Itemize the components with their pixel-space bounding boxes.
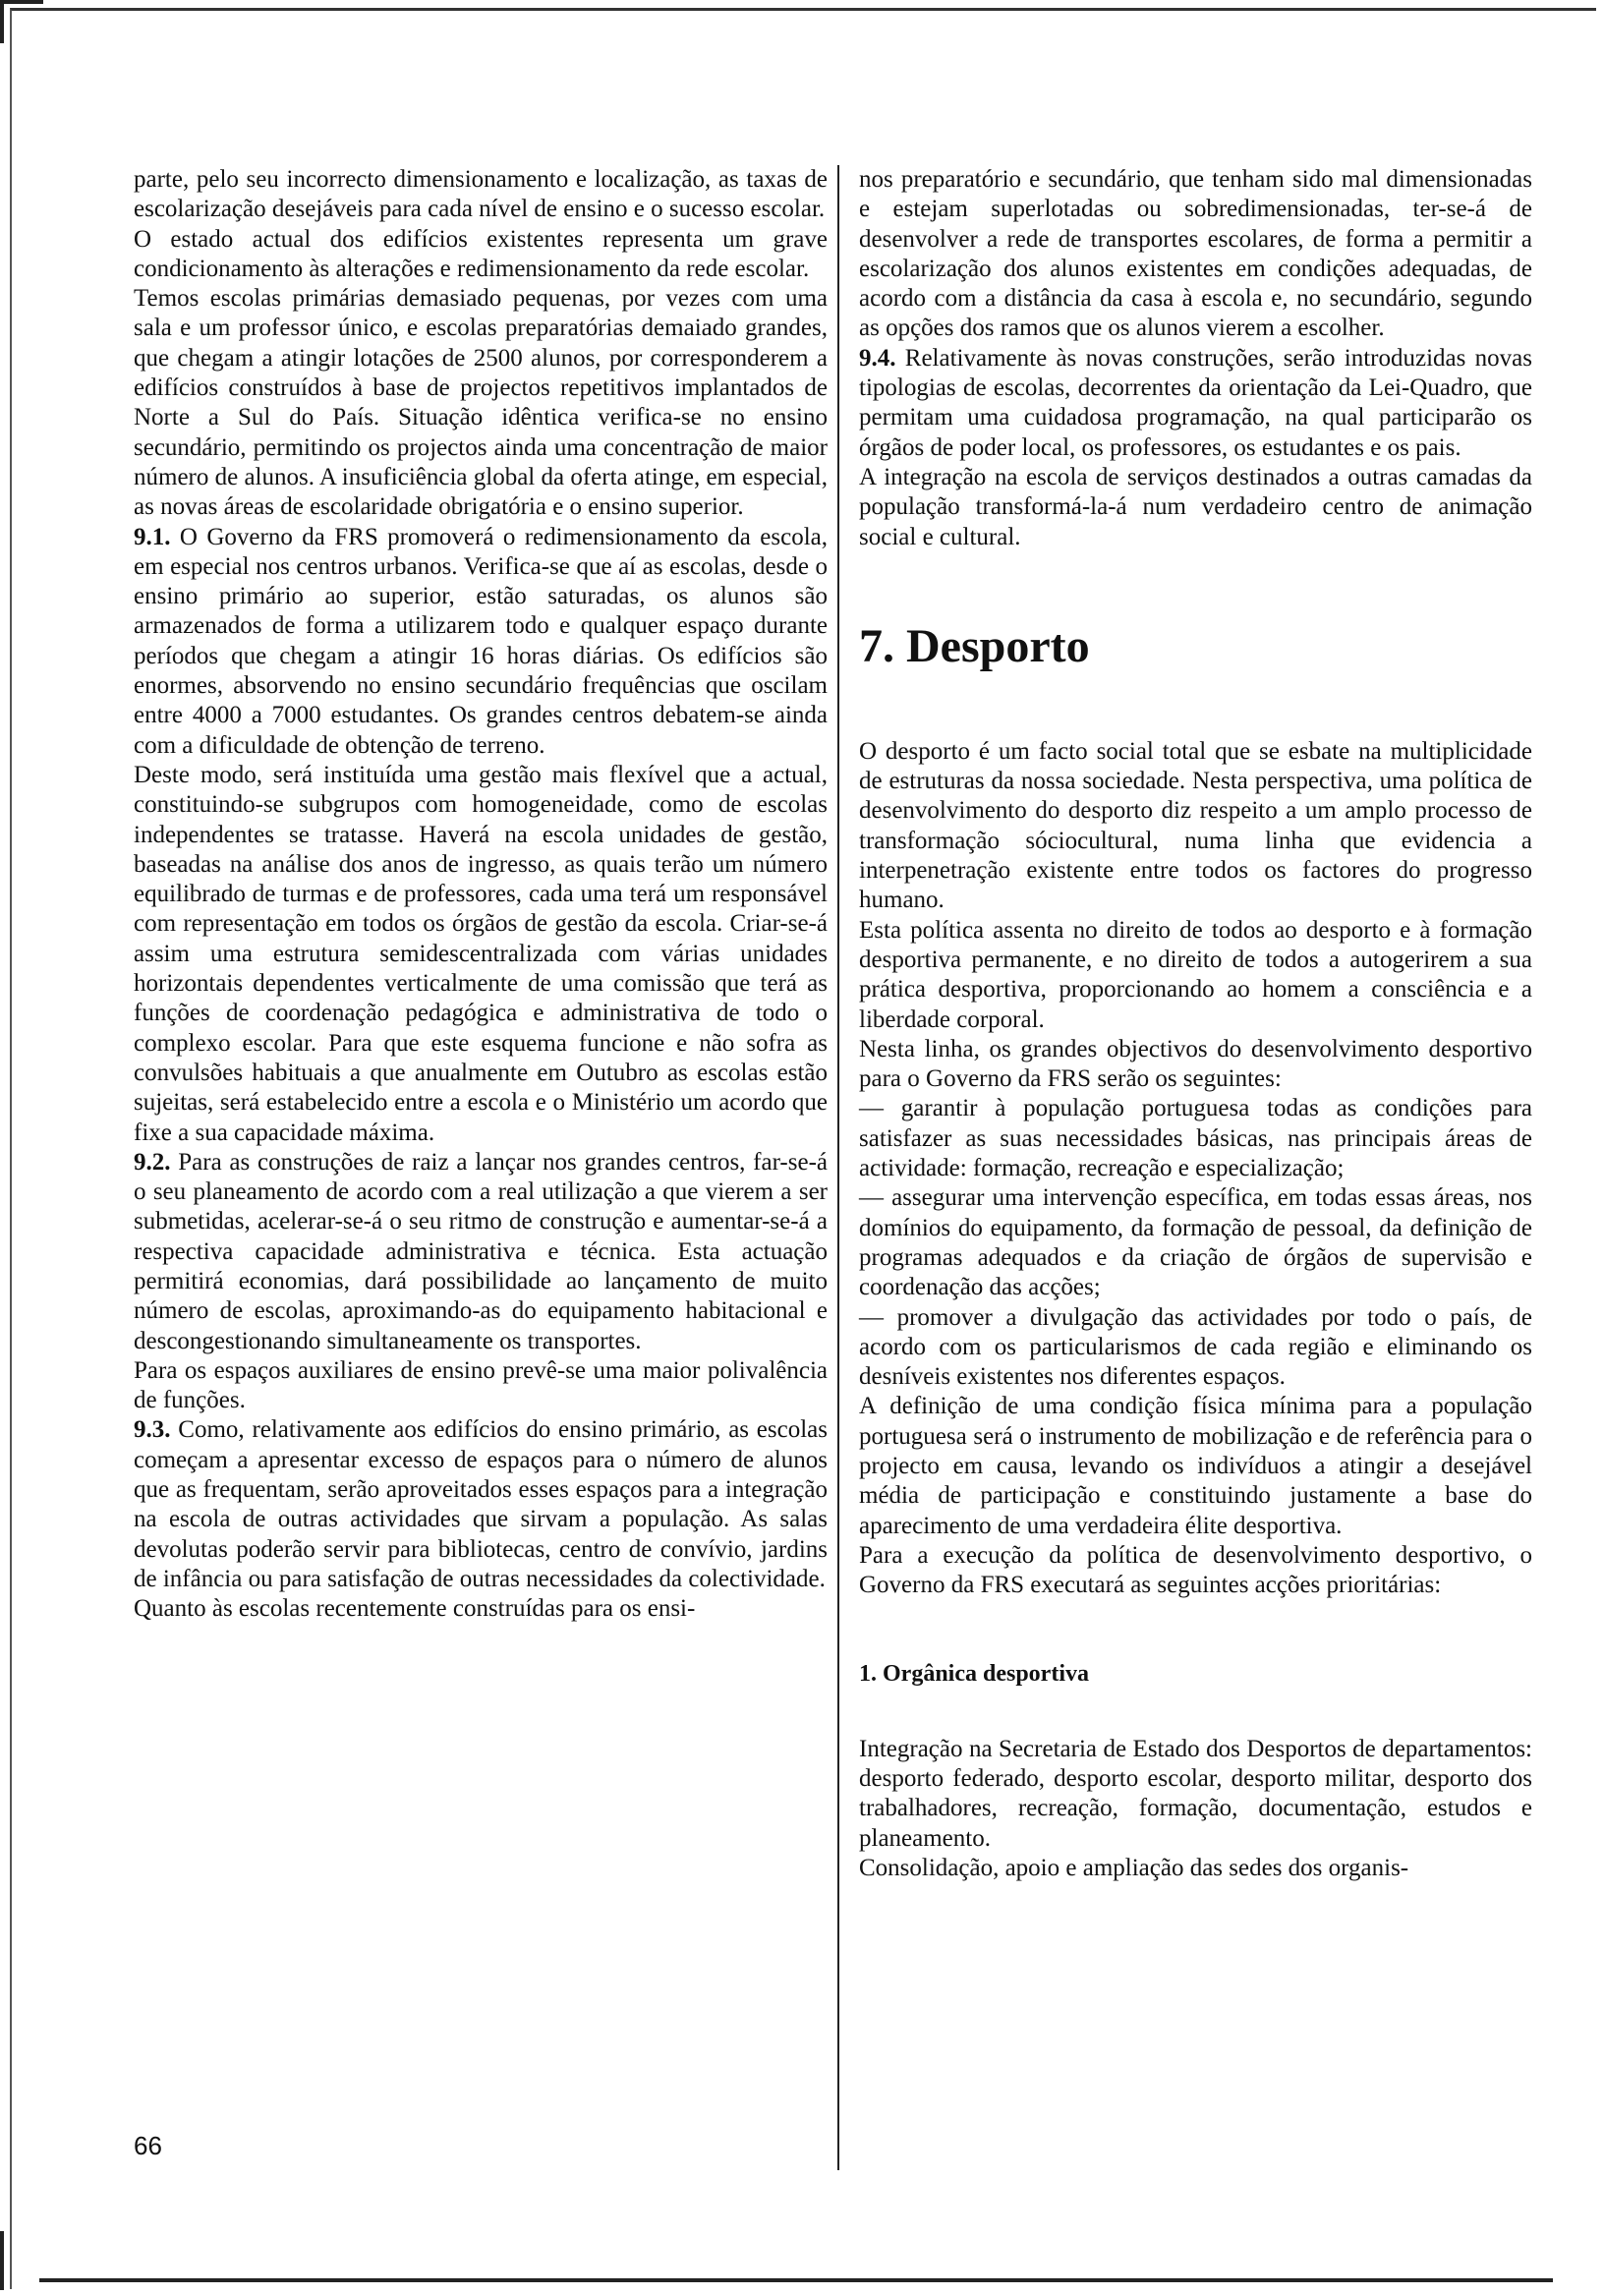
- paragraph: [134, 1594, 828, 1624]
- paragraph-text: Quanto às escolas recentemente construídas para os ensi-: [134, 1595, 696, 1623]
- paragraph-number: 9.4.: [859, 344, 896, 372]
- paragraph: [134, 1356, 828, 1416]
- left-column: [134, 165, 828, 1625]
- paragraph: [859, 1035, 1532, 1095]
- paragraph-text: Como, relativamente aos edifícios do ensino primário, as escolas começam a apresentar excesso de espaços para o número de alunos que as frequentam, serão aproveitados esses espaços para a integração na escola de outras actividades que sirvam a população. As salas devolutas poderão servir para bibliotecas, centro de convívio, jardins de infância ou para satisfação de outras necessidades da colectividade.: [134, 1416, 828, 1592]
- right-column-body: [859, 737, 1532, 1601]
- paragraph: [859, 1735, 1532, 1854]
- paragraph: [134, 284, 828, 522]
- paragraph: [134, 165, 828, 225]
- paragraph-text: O Governo da FRS promoverá o redimensionamento da escola, em especial nos centros urbanos. Verifica-se que aí as escolas, desde o ensino primário ao superior, estão saturadas, os alunos são armazenados de forma a utilizarem todo e qualquer espaço durante períodos que chegam a atingir 16 horas diárias. Os edifícios são enormes, absorvendo no ensino secundário frequências que oscilam entre 4000 a 7000 estudantes. Os grandes centros debatem-se ainda com a dificuldade de obtenção de terreno.: [134, 523, 828, 759]
- paragraph-text: O desporto é um facto social total que se esbate na multiplicidade de estruturas da nossa sociedade. Nesta perspectiva, uma política de desenvolvimento do desporto diz respeito a um amplo processo de transformação sóciocultural, numa linha que evidencia a interpenetração existente entre todos os factores do progresso humano.: [859, 737, 1532, 914]
- paragraph-number: 9.3.: [134, 1416, 171, 1444]
- paragraph: [859, 916, 1532, 1035]
- section-title: 7. Desporto: [859, 619, 1090, 672]
- paragraph-text: Nesta linha, os grandes objectivos do desenvolvimento desportivo para o Governo da FRS serão os seguintes:: [859, 1035, 1532, 1093]
- right-column-end: [859, 1735, 1532, 1883]
- paragraph: [859, 1392, 1532, 1540]
- paragraph-text: Para os espaços auxiliares de ensino prevê-se uma maior polivalência de funções.: [134, 1356, 828, 1414]
- paragraph-text: Consolidação, apoio e ampliação das sedes dos organis-: [859, 1854, 1409, 1881]
- paragraph-text: Esta política assenta no direito de todos ao desporto e à formação desportiva permanente, e no direito de todos a autogerirem a sua prática desportiva, proporcionando ao homem a consciência e a liberdade corporal.: [859, 916, 1532, 1033]
- paragraph-text: Integração na Secretaria de Estado dos Desportos de departamentos: desporto federado, desporto escolar, desporto militar, desporto dos trabalhadores, recreação, formação, documentação, estudos e planeamento.: [859, 1735, 1532, 1852]
- paragraph-text: O estado actual dos edifícios existentes representa um grave condicionamento às alterações e redimensionamento da rede escolar.: [134, 225, 828, 282]
- paragraph-text: — garantir à população portuguesa todas as condições para satisfazer as suas necessidades básicas, nas principais áreas de actividade: formação, recreação e especialização;: [859, 1095, 1532, 1182]
- paragraph: [134, 1415, 828, 1594]
- paragraph: [859, 1183, 1532, 1302]
- paragraph: [134, 761, 828, 1148]
- paragraph: [859, 344, 1532, 463]
- paragraph: [134, 523, 828, 761]
- paragraph: [859, 1541, 1532, 1601]
- right-column: [859, 165, 1532, 1883]
- right-column-top: [859, 165, 1532, 552]
- paragraph-text: nos preparatório e secundário, que tenham sido mal dimensionadas e estejam superlotadas ou sobredimensionadas, ter-se-á de desenvolver a rede de transportes escolares, de forma a permitir a escolarização dos alunos existentes em condições adequadas, de acordo com a distância da casa à escola e, no secundário, segundo as opções dos ramos que os alunos vierem a escolher.: [859, 166, 1532, 342]
- paragraph-text: Para a execução da política de desenvolvimento desportivo, o Governo da FRS executará as seguintes acções prioritárias:: [859, 1541, 1532, 1599]
- paragraph-text: A integração na escola de serviços destinados a outras camadas da população transformá-la-á num verdadeiro centro de animação social e cultural.: [859, 463, 1532, 550]
- scan-bottom-line: [39, 2278, 1553, 2282]
- paragraph: [859, 165, 1532, 344]
- paragraph-text: — assegurar uma intervenção específica, em todas essas áreas, nos domínios do equipamento, da formação de pessoal, da definição de programas adequados e da criação de órgãos de supervisão e coordenação das acções;: [859, 1184, 1532, 1301]
- paragraph: [859, 1094, 1532, 1183]
- page-number: 66: [134, 2131, 162, 2160]
- paragraph-number: 9.2.: [134, 1148, 171, 1176]
- paragraph: [859, 463, 1532, 552]
- scan-corner-mark: [0, 0, 43, 43]
- paragraph: [859, 1854, 1532, 1883]
- paragraph-text: Relativamente às novas construções, serão introduzidas novas tipologias de escolas, decorrentes da orientação da Lei-Quadro, que permitam uma cuidadosa programação, na qual participarão os órgãos de poder local, os professores, os estudantes e os pais.: [859, 344, 1532, 461]
- subsection-title: 1. Orgânica desportiva: [859, 1661, 1089, 1688]
- paragraph: [134, 1148, 828, 1356]
- column-divider: [837, 165, 839, 2170]
- paragraph: [859, 1303, 1532, 1393]
- paragraph-text: parte, pelo seu incorrecto dimensionamento e localização, as taxas de escolarização desejáveis para cada nível de ensino e o sucesso escolar.: [134, 166, 828, 223]
- paragraph: [859, 737, 1532, 916]
- paragraph-text: — promover a divulgação das actividades por todo o país, de acordo com os particularismos de cada região e eliminando os desníveis existentes nos diferentes espaços.: [859, 1303, 1532, 1391]
- paragraph-text: Temos escolas primárias demasiado pequenas, por vezes com uma sala e um professor único, e escolas preparatórias demaiado grandes, que chegam a atingir lotações de 2500 alunos, por corresponderem a edifícios construídos à base de projectos repetitivos implantados de Norte a Sul do País. Situação idêntica verifica-se no ensino secundário, permitindo os projectos ainda uma concentração de maior número de alunos. A insuficiência global da oferta atinge, em especial, as novas áreas de escolaridade obrigatória e o ensino superior.: [134, 285, 829, 521]
- paragraph-text: A definição de uma condição física mínima para a população portuguesa será o instrumento de mobilização e de referência para o projecto em causa, levando os indivíduos a atingir a desejável média de participação e constituindo justamente a base do aparecimento de uma verdadeira élite desportiva.: [859, 1393, 1532, 1539]
- paragraph-text: Deste modo, será instituída uma gestão mais flexível que a actual, constituindo-se subgrupos com homogeneidade, como de escolas independentes se tratasse. Haverá na escola unidades de gestão, baseadas na análise dos anos de ingresso, as quais terão um número equilibrado de turmas e de professores, cada uma terá um responsável com representação em todos os órgãos de gestão da escola. Criar-se-á assim uma estrutura semidescentralizada com várias unidades horizontais dependentes verticalmente de uma comissão que terá as funções de coordenação pedagógica e administrativa de todo o complexo escolar. Para que este esquema funcione e não sofra as convulsões habituais a que anualmente em Outubro as escolas estão sujeitas, será estabelecido entre a escola e o Ministério um acordo que fixe a sua capacidade máxima.: [134, 761, 828, 1146]
- paragraph-text: Para as construções de raiz a lançar nos grandes centros, far-se-á o seu planeamento de acordo com a real utilização a que vierem a ser submetidas, acelerar-se-á o seu ritmo de construção e aumentar-se-á a respectiva capacidade administrativa e técnica. Esta actuação permitirá economias, dará possibilidade ao lançamento de muito número de escolas, aproximando-as do equipamento habitacional e descongestionando simultaneamente os transportes.: [134, 1148, 828, 1354]
- paragraph-number: 9.1.: [134, 523, 171, 550]
- scan-bottom-mark: [0, 2231, 33, 2290]
- paragraph: [134, 225, 828, 285]
